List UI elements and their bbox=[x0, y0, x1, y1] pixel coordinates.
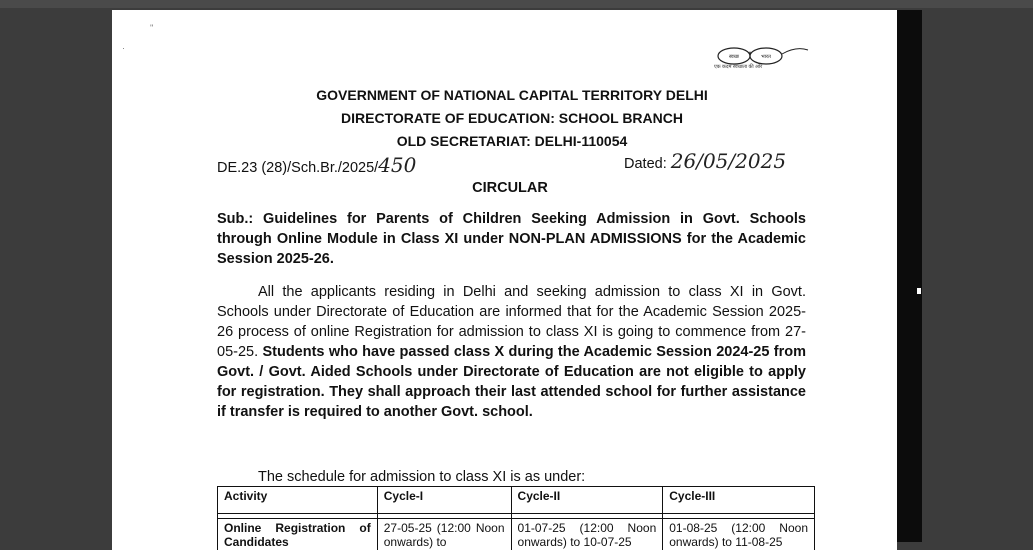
table-cell-activity: Online Registration of Candidates bbox=[218, 519, 378, 550]
header-line-3: OLD SECRETARIAT: DELHI-110054 bbox=[112, 133, 897, 149]
logo-caption: एक कदम स्वच्छता की ओर bbox=[714, 64, 762, 70]
dated-field bbox=[624, 149, 786, 173]
scroll-marker[interactable] bbox=[917, 288, 921, 294]
table-header-cycle-3: Cycle-III bbox=[663, 487, 815, 514]
header-line-1: GOVERNMENT OF NATIONAL CAPITAL TERRITORY DELHI bbox=[112, 87, 897, 103]
scan-speck: '' bbox=[150, 23, 153, 33]
body-paragraph bbox=[217, 282, 806, 422]
handwritten-date: 26/05/2025 bbox=[671, 149, 786, 173]
schedule-table bbox=[217, 486, 815, 550]
logo-left-text: स्वच्छ bbox=[729, 54, 740, 60]
table-cell-cycle-3: 01-08-25 (12:00 Noon onwards) to 11-08-25 bbox=[663, 519, 815, 550]
viewer-top-bar bbox=[0, 0, 1033, 8]
document-page bbox=[112, 10, 897, 550]
table-cell-cycle-1: 27-05-25 (12:00 Noon onwards) to bbox=[377, 519, 511, 550]
table-header-cycle-1: Cycle-I bbox=[377, 487, 511, 514]
scan-speck: · bbox=[122, 43, 125, 53]
reference-number bbox=[217, 153, 416, 177]
circular-title: CIRCULAR bbox=[112, 180, 897, 196]
subject: Sub.: Guidelines for Parents of Children Seeking Admission in Govt. Schools through Online Module in Class XI under NON-PLAN ADMISSIONS for the Academic Session 2025-26. bbox=[217, 209, 806, 269]
paragraph-bold-text: Students who have passed class X during the Academic Session 2024-25 from Govt. / Govt. Aided Schools under Directorate of Education are not eligible to apply for registration. They shall approach their last attended school for further assistance if transfer is required to another Govt. school. bbox=[217, 344, 806, 420]
reference-prefix: DE.23 (28)/Sch.Br./2025/ bbox=[217, 160, 378, 176]
table-cell-cycle-2: 01-07-25 (12:00 Noon onwards) to 10-07-25 bbox=[511, 519, 663, 550]
viewer-right-bar bbox=[897, 10, 922, 542]
table-header-cycle-2: Cycle-II bbox=[511, 487, 663, 514]
table-row bbox=[218, 519, 815, 550]
handwritten-number: 450 bbox=[378, 153, 416, 177]
schedule-intro: The schedule for admission to class XI is as under: bbox=[258, 469, 585, 485]
dated-label: Dated: bbox=[624, 156, 667, 172]
logo-right-text: भारत bbox=[761, 54, 771, 60]
header-line-2: DIRECTORATE OF EDUCATION: SCHOOL BRANCH bbox=[112, 110, 897, 126]
paragraph-normal-text: All the applicants residing in Delhi and seeking admission to class XI in Govt. Schools under Directorate of Education are informed that for the Academic Session 2025-26 process of online Registration for admission to class XI is going to commence from 27-05-25. bbox=[217, 284, 806, 360]
table-header-activity: Activity bbox=[218, 487, 378, 514]
